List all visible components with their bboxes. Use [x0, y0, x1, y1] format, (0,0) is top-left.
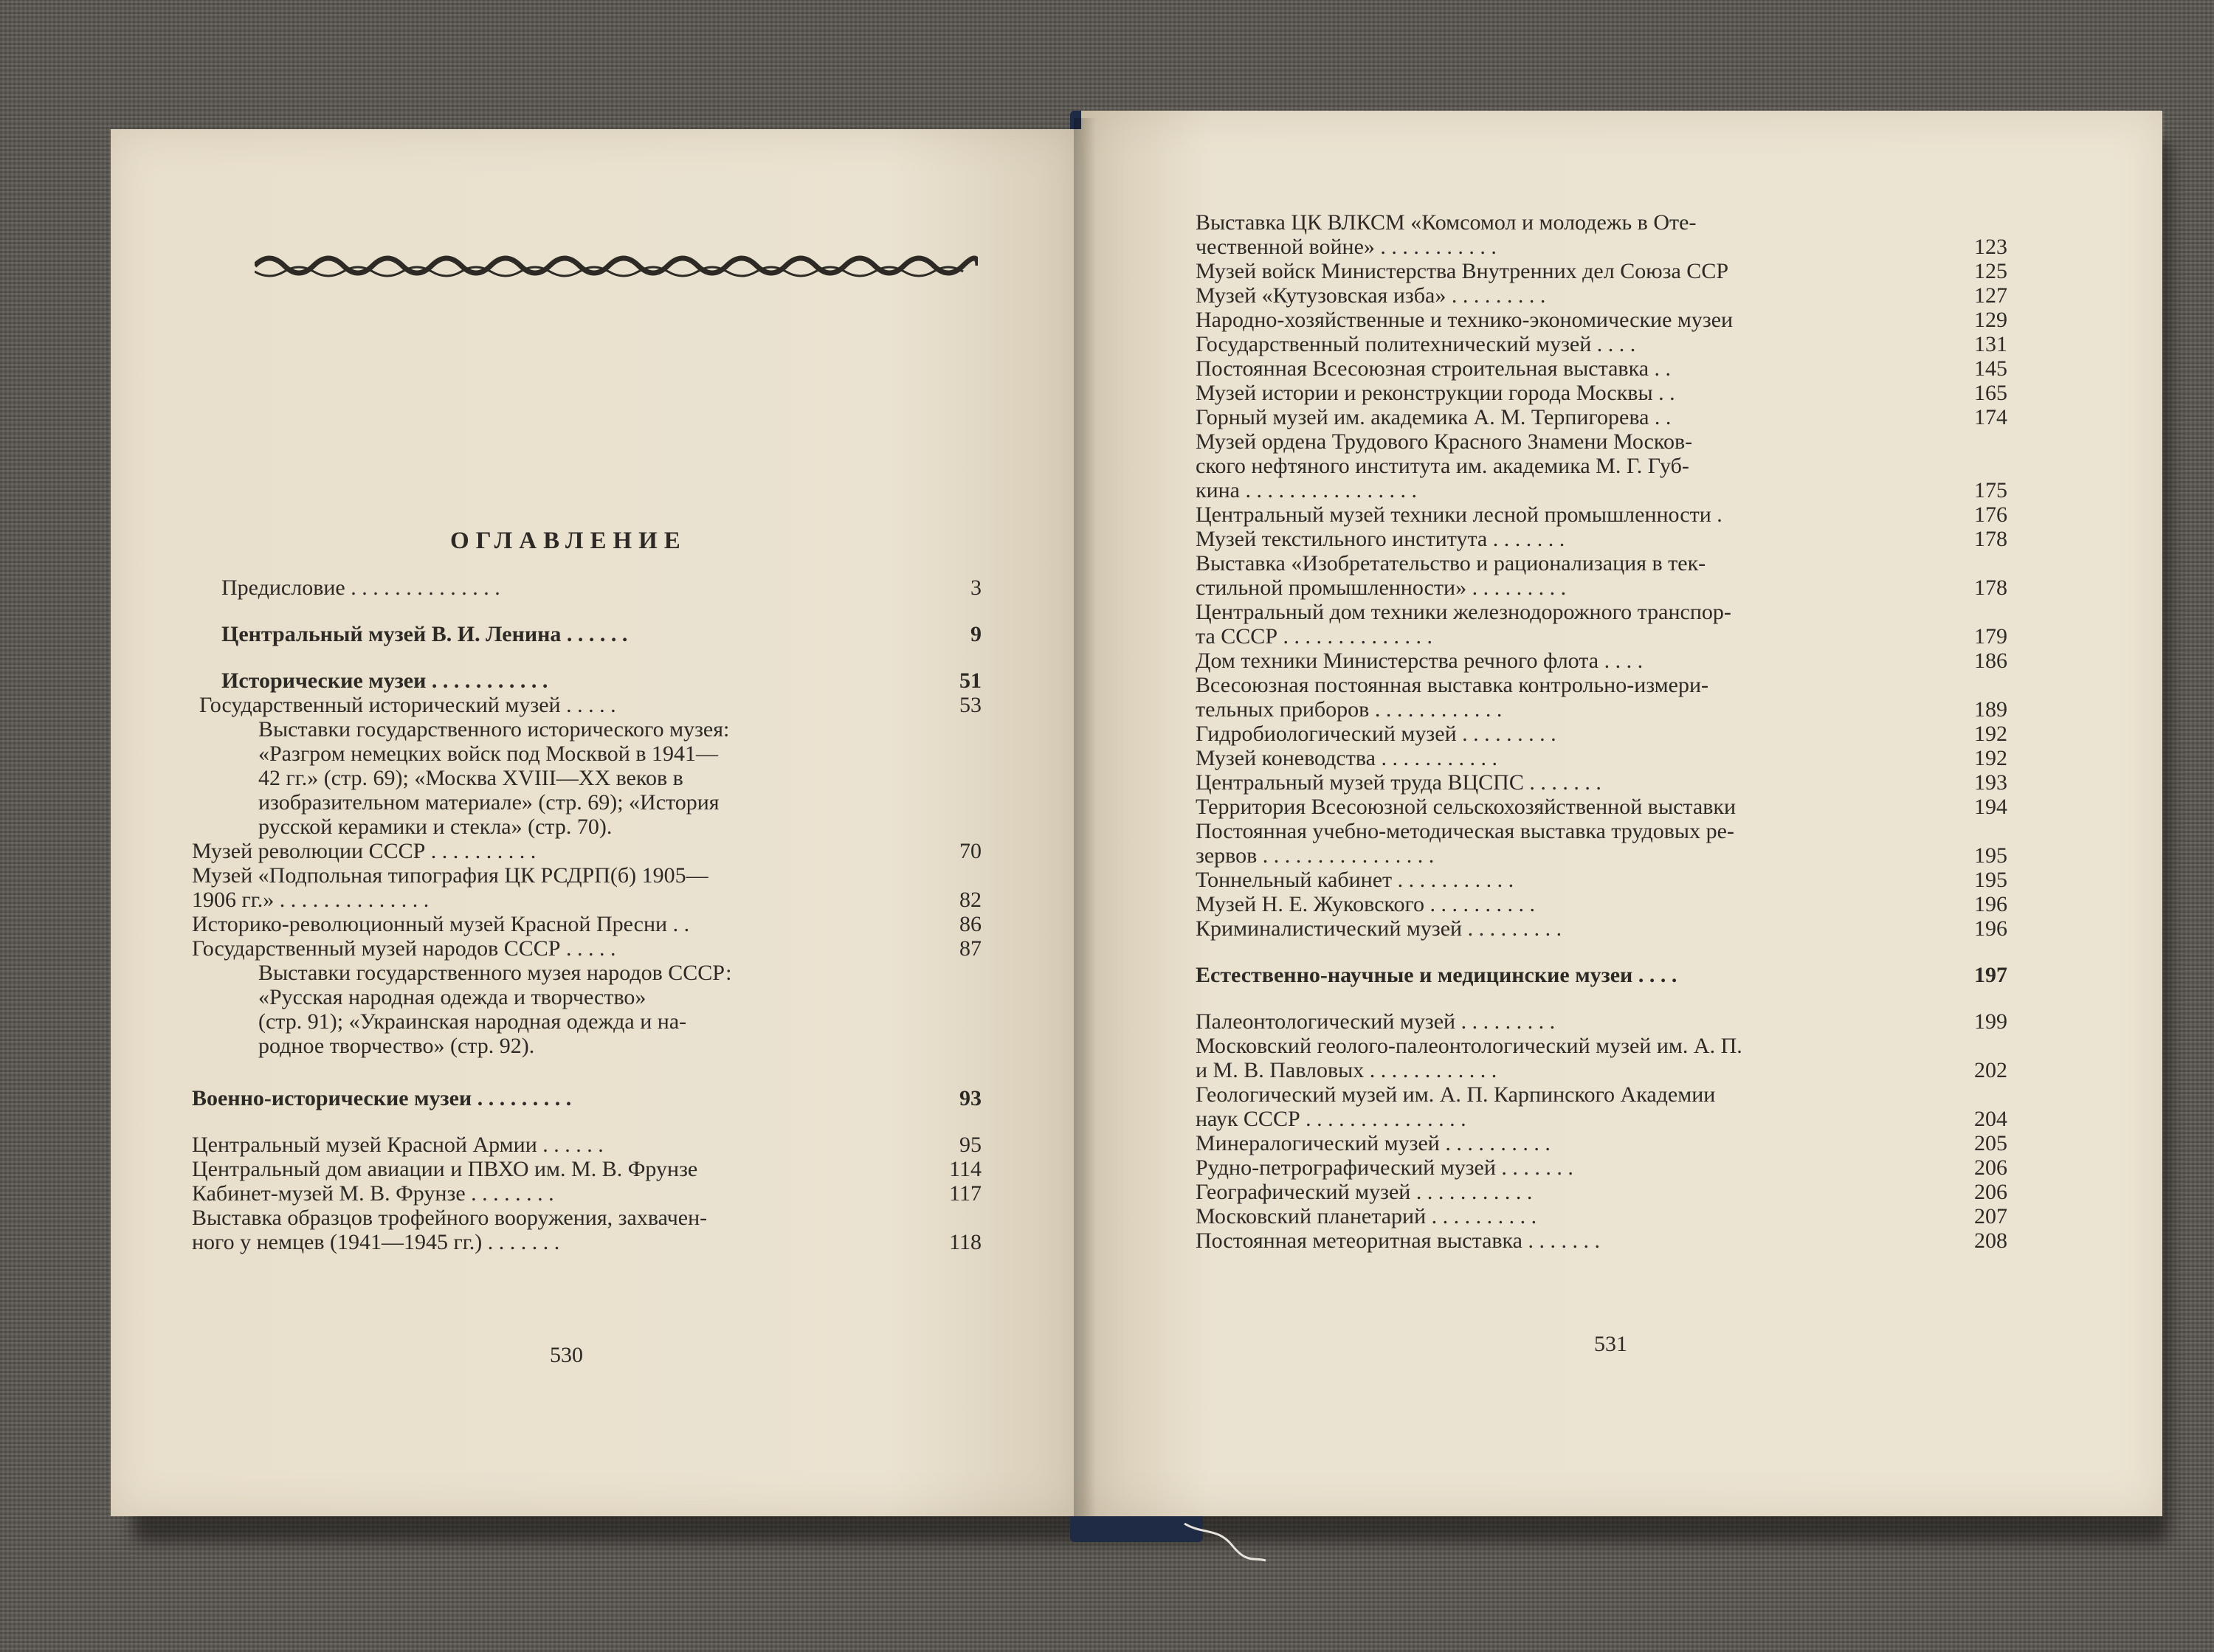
toc-entry-title: Музей революции СССР . . . . . . . . . .: [192, 839, 537, 863]
toc-entry-page: 199: [1974, 1009, 2007, 1034]
toc-entry-page: 9: [970, 622, 982, 646]
toc-entry-page: 118: [949, 1230, 982, 1254]
toc-entry-title: Рудно-петрографический музей . . . . . . .: [1196, 1155, 1573, 1180]
toc-entry-page: 196: [1974, 892, 2007, 916]
toc-entry-page: 53: [959, 693, 982, 717]
toc-entry-page: 175: [1974, 478, 2007, 502]
toc-entry-title: Постоянная учебно-методическая выставка трудовых ре- зервов . . . . . . . . . . . . . . . .: [1196, 819, 1734, 868]
toc-entry: [192, 622, 982, 646]
toc-entry-page: 208: [1974, 1228, 2007, 1253]
toc-entry-page: 165: [1974, 381, 2007, 405]
page-number-left: 530: [550, 1343, 583, 1367]
toc-entry-title: Центральный музей труда ВЦСПС . . . . . . .: [1196, 770, 1601, 795]
toc-entry-page: 51: [959, 668, 982, 693]
toc-entry: [192, 912, 982, 936]
toc-entry: [192, 1157, 982, 1181]
toc-section-heading: [192, 668, 982, 693]
toc-entry-title: Всесоюзная постоянная выставка контрольно-измери- тельных приборов . . . . . . . . . . . .: [1196, 673, 1709, 722]
toc-heading: ОГЛАВЛЕНИЕ: [450, 528, 687, 554]
toc-entry-title: Естественно-научные и медицинские музеи . . . .: [1196, 963, 1677, 987]
toc-entry-title: Постоянная Всесоюзная строительная выставка . .: [1196, 356, 1672, 381]
toc-entry-title: Музей текстильного института . . . . . . .: [1196, 527, 1565, 551]
toc-entry-page: 204: [1974, 1107, 2007, 1131]
toc-entry-page: 193: [1974, 770, 2007, 795]
toc-entry-title: Дом техники Министерства речного флота . . . .: [1196, 649, 1644, 673]
toc-entry-page: 207: [1974, 1204, 2007, 1228]
toc-entry-title: Государственный политехнический музей . . . .: [1196, 332, 1636, 356]
toc-entry-page: 3: [970, 576, 982, 600]
toc-entry: [1196, 1034, 2007, 1082]
toc-entry-title: Криминалистический музей . . . . . . . . .: [1196, 916, 1562, 941]
toc-entry: [192, 839, 982, 863]
toc-entry: [1196, 1155, 2007, 1180]
toc-entry-title: Выставки государственного исторического музея: «Разгром немецких войск под Москвой в 1941— 42 гг.» (стр. 69); «Москва XVIII—XX веков в изобразительном материале» (стр. 69); «История русской керамики и стекла» (стр. 70).: [258, 717, 730, 839]
toc-entry-page: 205: [1974, 1131, 2007, 1155]
toc-entry-title: Выставка ЦК ВЛКСМ «Комсомол и молодежь в Оте- чественной войне» . . . . . . . . . . .: [1196, 210, 1697, 259]
toc-entry-page: 95: [959, 1133, 982, 1157]
toc-entry: [1196, 1009, 2007, 1034]
toc-entry: [1196, 770, 2007, 795]
toc-entry: [1196, 332, 2007, 356]
toc-section-heading: [192, 1086, 982, 1110]
book-gutter: [1074, 118, 1096, 1516]
toc-entry-title: Выставка «Изобретательство и рационализация в тек- стильной промышленности» . . . . . . . . .: [1196, 551, 1706, 600]
toc-entry-title: Музей «Кутузовская изба» . . . . . . . . .: [1196, 283, 1546, 308]
toc-entry-title: Выставка образцов трофейного вооружения, захвачен- ного у немцев (1941—1945 гг.) . . . . . . .: [192, 1206, 708, 1254]
toc-entry-title: Народно-хозяйственные и технико-экономические музеи: [1196, 308, 1734, 332]
toc-entry: [1196, 527, 2007, 551]
toc-entry-page: 194: [1974, 795, 2007, 819]
toc-entry: [1196, 405, 2007, 429]
toc-entry: [1196, 600, 2007, 649]
toc-entry-page: 195: [1974, 843, 2007, 868]
toc-entry: [1196, 1228, 2007, 1253]
toc-entry-page: 114: [949, 1157, 982, 1181]
toc-entry: [192, 936, 982, 961]
toc-section-heading: [1196, 963, 2007, 987]
toc-entry-page: 178: [1974, 527, 2007, 551]
toc-entry-page: 127: [1974, 283, 2007, 308]
toc-entry: [1196, 429, 2007, 502]
toc-entry-page: 196: [1974, 916, 2007, 941]
toc-entry-title: Музей истории и реконструкции города Москвы . .: [1196, 381, 1675, 405]
loose-thread: [1181, 1520, 1269, 1564]
toc-entry: [1196, 673, 2007, 722]
toc-entry: [1196, 259, 2007, 283]
toc-entry: [1196, 381, 2007, 405]
toc-entry-page: 195: [1974, 868, 2007, 892]
toc-entry-page: 93: [959, 1086, 982, 1110]
toc-entry-title: Предисловие . . . . . . . . . . . . . .: [221, 576, 500, 600]
toc-entry-page: 202: [1974, 1058, 2007, 1082]
right-toc: [1196, 210, 2007, 1253]
toc-entry-page: 174: [1974, 405, 2007, 429]
toc-entry-title: Музей «Подпольная типография ЦК РСДРП(б) 1905— 1906 гг.» . . . . . . . . . . . . . .: [192, 863, 708, 912]
toc-entry: [1196, 502, 2007, 527]
toc-entry-page: 117: [949, 1181, 982, 1206]
toc-entry-page: 123: [1974, 235, 2007, 259]
toc-entry-page: 176: [1974, 502, 2007, 527]
toc-entry: [192, 863, 982, 912]
toc-entry: [1196, 308, 2007, 332]
ornament-border: [255, 251, 978, 280]
toc-entry-title: Минералогический музей . . . . . . . . . .: [1196, 1131, 1551, 1155]
toc-subentry: [192, 961, 982, 1058]
toc-entry-page: 206: [1974, 1180, 2007, 1204]
toc-entry-title: Географический музей . . . . . . . . . . .: [1196, 1180, 1533, 1204]
toc-entry: [1196, 916, 2007, 941]
toc-entry: [1196, 551, 2007, 600]
toc-entry: [192, 1206, 982, 1254]
toc-entry-title: Центральный дом техники железнодорожного транспор- та СССР . . . . . . . . . . . . . .: [1196, 600, 1731, 649]
toc-entry-title: Военно-исторические музеи . . . . . . . . .: [192, 1086, 572, 1110]
toc-entry-title: Постоянная метеоритная выставка . . . . . . .: [1196, 1228, 1600, 1253]
toc-entry-title: Музей ордена Трудового Красного Знамени Москов- ского нефтяного института им. академика М. Г. Губ- кина . . . . . . . . . . . . . . . .: [1196, 429, 1693, 502]
toc-entry-page: 82: [959, 888, 982, 912]
toc-entry-page: 125: [1974, 259, 2007, 283]
toc-entry: [1196, 210, 2007, 259]
toc-entry-title: Историко-революционный музей Красной Пресни . .: [192, 912, 690, 936]
toc-entry-page: 192: [1974, 722, 2007, 746]
toc-entry-title: Центральный музей В. И. Ленина . . . . . .: [221, 622, 628, 646]
toc-entry-page: 189: [1974, 697, 2007, 722]
toc-entry: [1196, 1082, 2007, 1131]
toc-entry: [1196, 819, 2007, 868]
toc-entry-page: 86: [959, 912, 982, 936]
toc-entry: [1196, 746, 2007, 770]
toc-entry: [1196, 795, 2007, 819]
toc-entry: [1196, 283, 2007, 308]
toc-entry-title: Исторические музеи . . . . . . . . . . .: [221, 668, 548, 693]
toc-entry-page: 197: [1974, 963, 2007, 987]
toc-entry-title: Геологический музей им. А. П. Карпинского Академии наук СССР . . . . . . . . . . . . . . .: [1196, 1082, 1716, 1131]
toc-entry-title: Центральный дом авиации и ПВХО им. М. В. Фрунзе: [192, 1157, 698, 1181]
toc-entry: [192, 1181, 982, 1206]
toc-entry-title: Музей войск Министерства Внутренних дел Союза ССР: [1196, 259, 1729, 283]
toc-entry-title: Государственный музей народов СССР . . . . .: [192, 936, 616, 961]
toc-entry-title: Кабинет-музей М. В. Фрунзе . . . . . . . .: [192, 1181, 554, 1206]
toc-entry-title: Московский планетарий . . . . . . . . . .: [1196, 1204, 1537, 1228]
toc-entry-title: Территория Всесоюзной сельскохозяйственной выставки: [1196, 795, 1737, 819]
toc-entry: [1196, 722, 2007, 746]
toc-entry-page: 87: [959, 936, 982, 961]
toc-entry-title: Музей Н. Е. Жуковского . . . . . . . . . .: [1196, 892, 1536, 916]
left-toc: [192, 576, 982, 1254]
toc-entry-title: Горный музей им. академика А. М. Терпигорева . .: [1196, 405, 1672, 429]
toc-entry-page: 145: [1974, 356, 2007, 381]
toc-entry: [192, 1133, 982, 1157]
toc-entry-page: 129: [1974, 308, 2007, 332]
toc-entry-title: Гидробиологический музей . . . . . . . . .: [1196, 722, 1556, 746]
toc-entry-title: Государственный исторический музей . . . . .: [199, 693, 616, 717]
toc-entry: [1196, 1131, 2007, 1155]
toc-entry: [1196, 1180, 2007, 1204]
toc-entry-title: Центральный музей Красной Армии . . . . . .: [192, 1133, 604, 1157]
toc-entry-page: 186: [1974, 649, 2007, 673]
toc-entry-title: Музей коневодства . . . . . . . . . . .: [1196, 746, 1497, 770]
toc-entry-page: 70: [959, 839, 982, 863]
toc-entry-page: 131: [1974, 332, 2007, 356]
toc-entry-page: 192: [1974, 746, 2007, 770]
toc-entry-title: Центральный музей техники лесной промышленности .: [1196, 502, 1722, 527]
toc-entry: [192, 576, 982, 600]
toc-entry: [1196, 892, 2007, 916]
toc-subentry: [192, 717, 982, 839]
toc-entry-title: Выставки государственного музея народов СССР: «Русская народная одежда и творчество» (стр. 91); «Украинская народная одежда и на- родное творчество» (стр. 92).: [258, 961, 732, 1058]
toc-entry-title: Московский геолого-палеонтологический музей им. А. П. и М. В. Павловых . . . . . . . . . . . .: [1196, 1034, 1742, 1082]
toc-entry: [192, 693, 982, 717]
toc-entry-page: 178: [1974, 576, 2007, 600]
toc-entry-page: 206: [1974, 1155, 2007, 1180]
toc-entry-page: 179: [1974, 624, 2007, 649]
page-number-right: 531: [1594, 1332, 1627, 1356]
toc-entry: [1196, 649, 2007, 673]
toc-entry: [1196, 356, 2007, 381]
toc-entry-title: Палеонтологический музей . . . . . . . . .: [1196, 1009, 1556, 1034]
toc-entry: [1196, 868, 2007, 892]
toc-entry: [1196, 1204, 2007, 1228]
toc-entry-title: Тоннельный кабинет . . . . . . . . . . .: [1196, 868, 1514, 892]
